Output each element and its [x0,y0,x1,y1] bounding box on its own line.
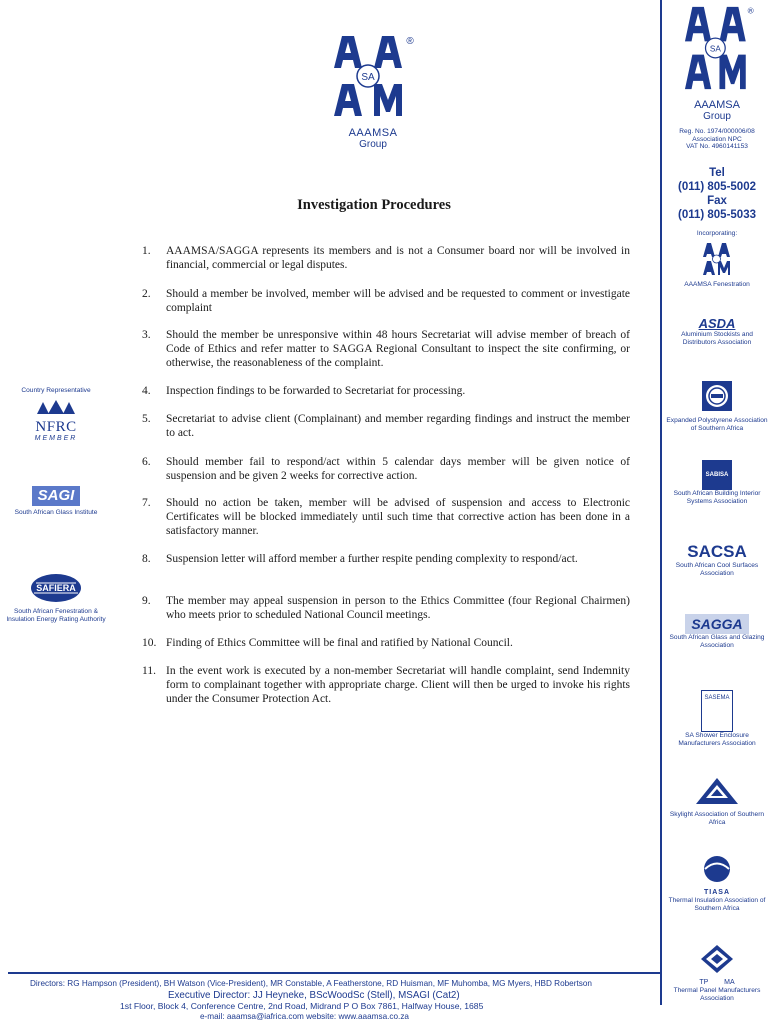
association-caption: South African Glass and Glazing Association [669,634,765,649]
association-caption: AAAMSA Fenestration [684,281,750,288]
list-item [142,496,630,538]
tel-label: Tel [709,167,725,179]
list-item [142,412,630,440]
main-logo [328,30,418,150]
nfrc-member-text: MEMBER [34,435,78,442]
registration-type: Association NPC [692,135,742,143]
contact-block [664,166,770,222]
association-skylight [664,776,770,827]
eps-logo-icon [701,380,733,412]
list-item [142,287,630,315]
country-rep-label: Country Representative [21,387,91,394]
fax-label: Fax [707,195,727,207]
association-sabisa [664,460,770,506]
sacsa-logo-icon: SACSA [687,542,747,561]
list-item-number: 2. [142,288,151,300]
list-item [142,636,630,650]
list-item-number: 5. [142,413,151,425]
list-item-number: 10. [142,637,157,649]
association-sagi [0,486,112,517]
fax-number: (011) 805-5033 [677,209,756,221]
right-header-logo [664,2,770,122]
association-asda [664,316,770,347]
association-safiera [0,573,112,624]
association-caption: South African Fenestration & Insulation Energy Rating Authority [6,608,106,623]
aaamsa-fenestration-logo-icon [702,242,732,276]
list-item-text: AAAMSA/SAGGA represents its members and is not a Consumer board nor will be involved in financial, commercial or legal disputes. [166,245,630,271]
vat-number: VAT No. 4960141153 [686,143,748,150]
registered-mark: ® [406,36,414,47]
skylight-logo-icon [694,776,740,806]
incorporating-text: Incorporating: [696,230,738,237]
association-caption: SA Shower Enclosure Manufacturers Association [678,732,756,747]
list-item-number: 8. [142,553,151,565]
association-caption: South African Building Interior Systems Association [673,490,761,505]
association-sagga [664,614,770,650]
list-item-text: Should a member be involved, member will be advised and be requested to comment or investigate complaint [166,288,630,314]
list-item-number: 9. [142,595,151,607]
list-item [142,594,630,622]
association-caption: Thermal Insulation Association of Southern Africa [668,897,766,912]
incorporating-label [664,230,770,238]
association-caption: South African Glass Institute [14,509,98,516]
registered-mark: ® [747,6,754,16]
registration-block [664,128,770,151]
aaamsa-logo-icon [680,2,754,94]
tpma-logo-icon [700,944,734,974]
association-tpma [664,944,770,1003]
list-item-text: Should no action be taken, member will be advised of suspension and access to Electronic Certificates will be blocked immediately until such time that corrective action has been done in a satisfactory manner. [166,497,630,537]
list-item-text: Inspection findings to be forwarded to Secretariat for processing. [166,385,466,397]
header-brand-sub: Group [703,111,731,122]
safiera-logo-icon [30,573,82,603]
list-item-text: Suspension letter will afford member a further respite pending complexity to respond/act. [166,553,578,565]
logo-sa-text: SA [361,72,375,83]
sagi-logo-icon: SAGI [32,486,81,506]
footer-executive: Executive Director: JJ Heyneke, BScWoodSc (Stell), MSAGI (Cat2) [168,990,460,1001]
logo-sa-text: SA [709,44,721,54]
list-item-number: 11. [142,665,156,677]
aaamsa-logo-icon [328,30,418,120]
list-item [142,552,630,566]
association-tiasa [664,854,770,913]
association-caption: Expanded Polystyrene Association of Southern Africa [666,417,768,432]
list-item-text: Finding of Ethics Committee will be final and ratified by National Council. [166,637,513,649]
list-item-text: Secretariat to advise client (Complainant) and member regarding findings and instruct the member to act. [166,413,630,439]
page-title: Investigation Procedures [297,197,451,213]
footer-directors: Directors: RG Hampson (President), BH Watson (Vice-President), MR Constable, A Featherstone, RD Huisman, MF Muhomba, MG Myers, HBD Robertson [30,979,592,988]
logo-brand-name: AAAMSA [348,127,398,139]
sagga-logo-icon: SAGGA [685,614,748,634]
tpma-wordmark-left: TP [699,979,709,986]
tel-number: (011) 805-5002 [677,181,756,193]
footer-divider [8,972,662,974]
association-caption: Skylight Association of Southern Africa [669,811,765,826]
list-item-text: Should member fail to respond/act within 5 calendar days member will be given notice of suspension and be given 2 weeks for corrective action. [166,456,630,482]
footer-contact-links: e-mail: aaamsa@iafrica.com website: www.aaamsa.co.za [200,1012,409,1021]
association-caption: South African Cool Surfaces Association [675,562,759,577]
association-caption: Aluminium Stockists and Distributors Association [681,331,753,346]
asda-logo-icon: ASDA [698,316,736,331]
association-eps [664,380,770,433]
list-item-number: 1. [142,245,151,257]
list-item-text: The member may appeal suspension in person to the Ethics Committee (four Regional Chairmen) who meets prior to scheduled National Council meetings. [166,595,630,621]
association-sasema [664,686,770,748]
list-item-text: In the event work is executed by a non-member Secretariat will handle complaint, send Indemnity form to complainant together with appropriate charge. Client will then be urged to invoke his rights under the Consumer Protection Act. [166,665,630,705]
list-item [142,384,630,398]
nfrc-logo-text: NFRC [35,419,77,435]
header-brand-name: AAAMSA [694,99,740,111]
tpma-wordmark [664,979,770,987]
tiasa-wordmark: TIASA [704,889,730,896]
nfrc-star-icon [33,399,79,415]
logo-brand-sub: Group [359,139,387,150]
list-item-number: 3. [142,329,151,341]
list-item-number: 6. [142,456,151,468]
list-item-text: Should the member be unresponsive within 48 hours Secretariat will advise member of breach of Code of Ethics and refer matter to SAGGA Regional Consultant to inspect the site confirming, or otherwise, the reasonableness of the complaint. [166,329,630,369]
association-caption: Thermal Panel Manufacturers Association [673,987,761,1002]
list-item [142,328,630,370]
sabisa-logo-icon: SABISA [702,460,732,490]
tpma-wordmark-right: MA [724,979,735,986]
footer-address: 1st Floor, Block 4, Conference Centre, 2nd Road, Midrand P O Box 7861, Halfway House, 1685 [120,1001,484,1011]
list-item [142,455,630,483]
registration-number: Reg. No. 1974/000006/08 [679,128,755,135]
list-item-number: 4. [142,385,151,397]
tiasa-logo-icon [700,854,734,884]
country-representative [0,387,112,443]
safiera-logo-text: SAFIERA [36,583,76,593]
list-item [142,244,630,272]
list-item-number: 7. [142,497,151,509]
sasema-logo-icon: SASEMA [701,690,733,732]
list-item [142,664,630,706]
right-divider [660,0,662,1005]
association-sacsa [664,542,770,578]
association-aaamsa-fenestration [664,242,770,289]
